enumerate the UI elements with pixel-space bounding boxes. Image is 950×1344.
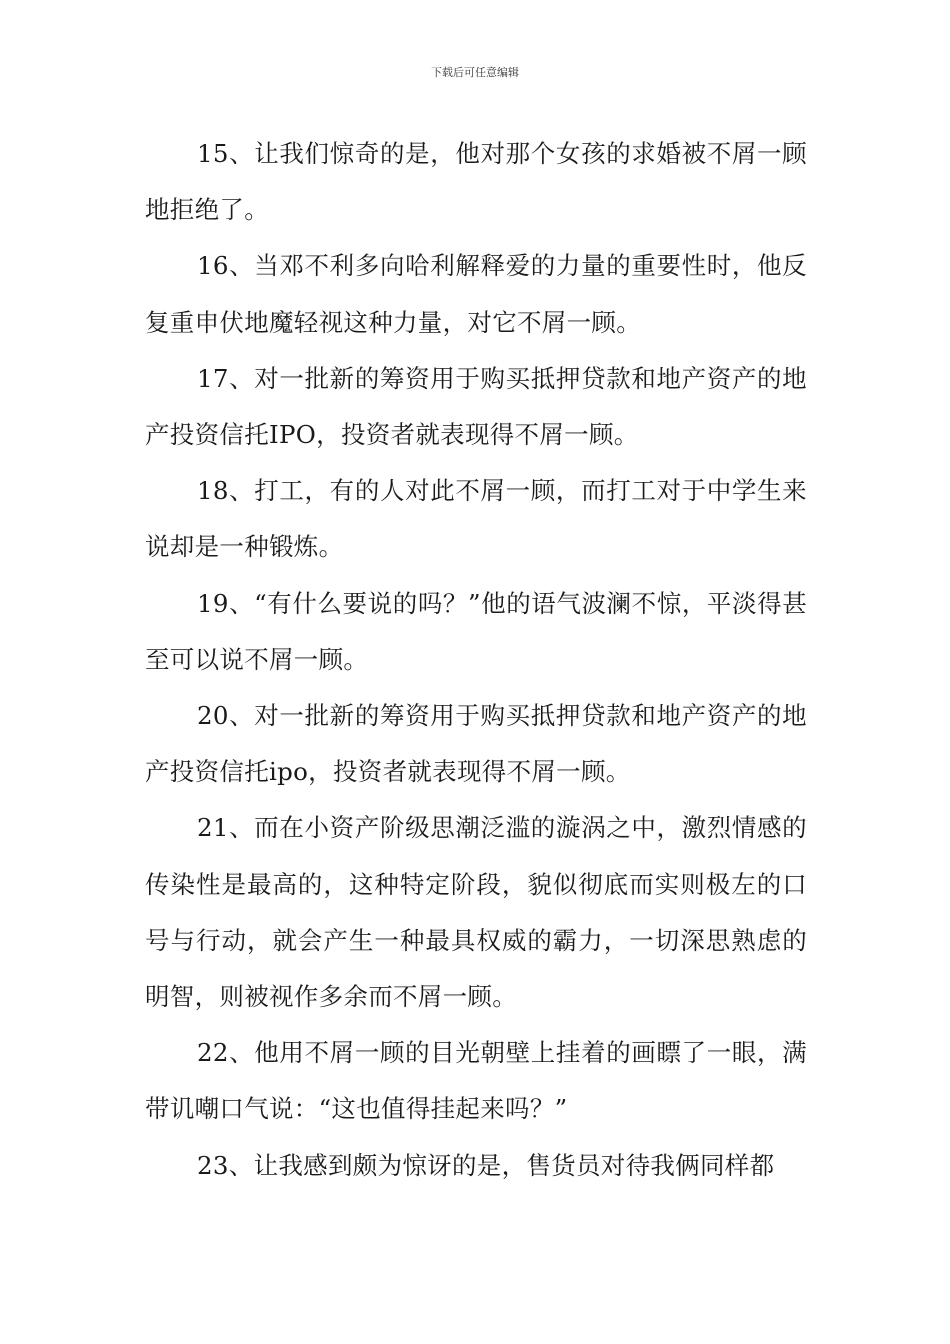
paragraph-23: 23、让我感到颇为惊讶的是，售货员对待我俩同样都	[197, 1150, 775, 1180]
paragraph-15: 15、让我们惊奇的是，他对那个女孩的求婚被不屑一顾地拒绝了。	[145, 139, 807, 225]
paragraph-17: 17、对一批新的筹资用于购买抵押贷款和地产资产的地产投资信托IPO，投资者就表现得不屑一顾。	[145, 363, 807, 450]
paragraph-16: 16、当邓不利多向哈利解释爱的力量的重要性时，他反复重申伏地魔轻视这种力量，对它不屑一顾。	[145, 251, 807, 337]
paragraph-18: 18、打工，有的人对此不屑一顾，而打工对于中学生来说却是一种锻炼。	[145, 476, 807, 562]
paragraph-20: 20、对一批新的筹资用于购买抵押贷款和地产资产的地产投资信托ipo，投资者就表现得不屑一顾。	[145, 701, 807, 787]
document-body	[145, 126, 807, 1194]
paragraph-19: 19、“有什么要说的吗？”他的语气波澜不惊，平淡得甚至可以说不屑一顾。	[145, 588, 807, 674]
paragraph-21: 21、而在小资产阶级思潮泛滥的漩涡之中，激烈情感的传染性是最高的，这种特定阶段，貌似彻底而实则极左的口号与行动，就会产生一种最具权威的霸力，一切深思熟虑的明智，则被视作多余而不屑一顾。	[145, 813, 807, 1012]
paragraph-22: 22、他用不屑一顾的目光朝壁上挂着的画瞟了一眼，满带讥嘲口气说：“这也值得挂起来吗？”	[145, 1038, 807, 1124]
page-header-note: 下载后可任意编辑	[431, 66, 519, 79]
